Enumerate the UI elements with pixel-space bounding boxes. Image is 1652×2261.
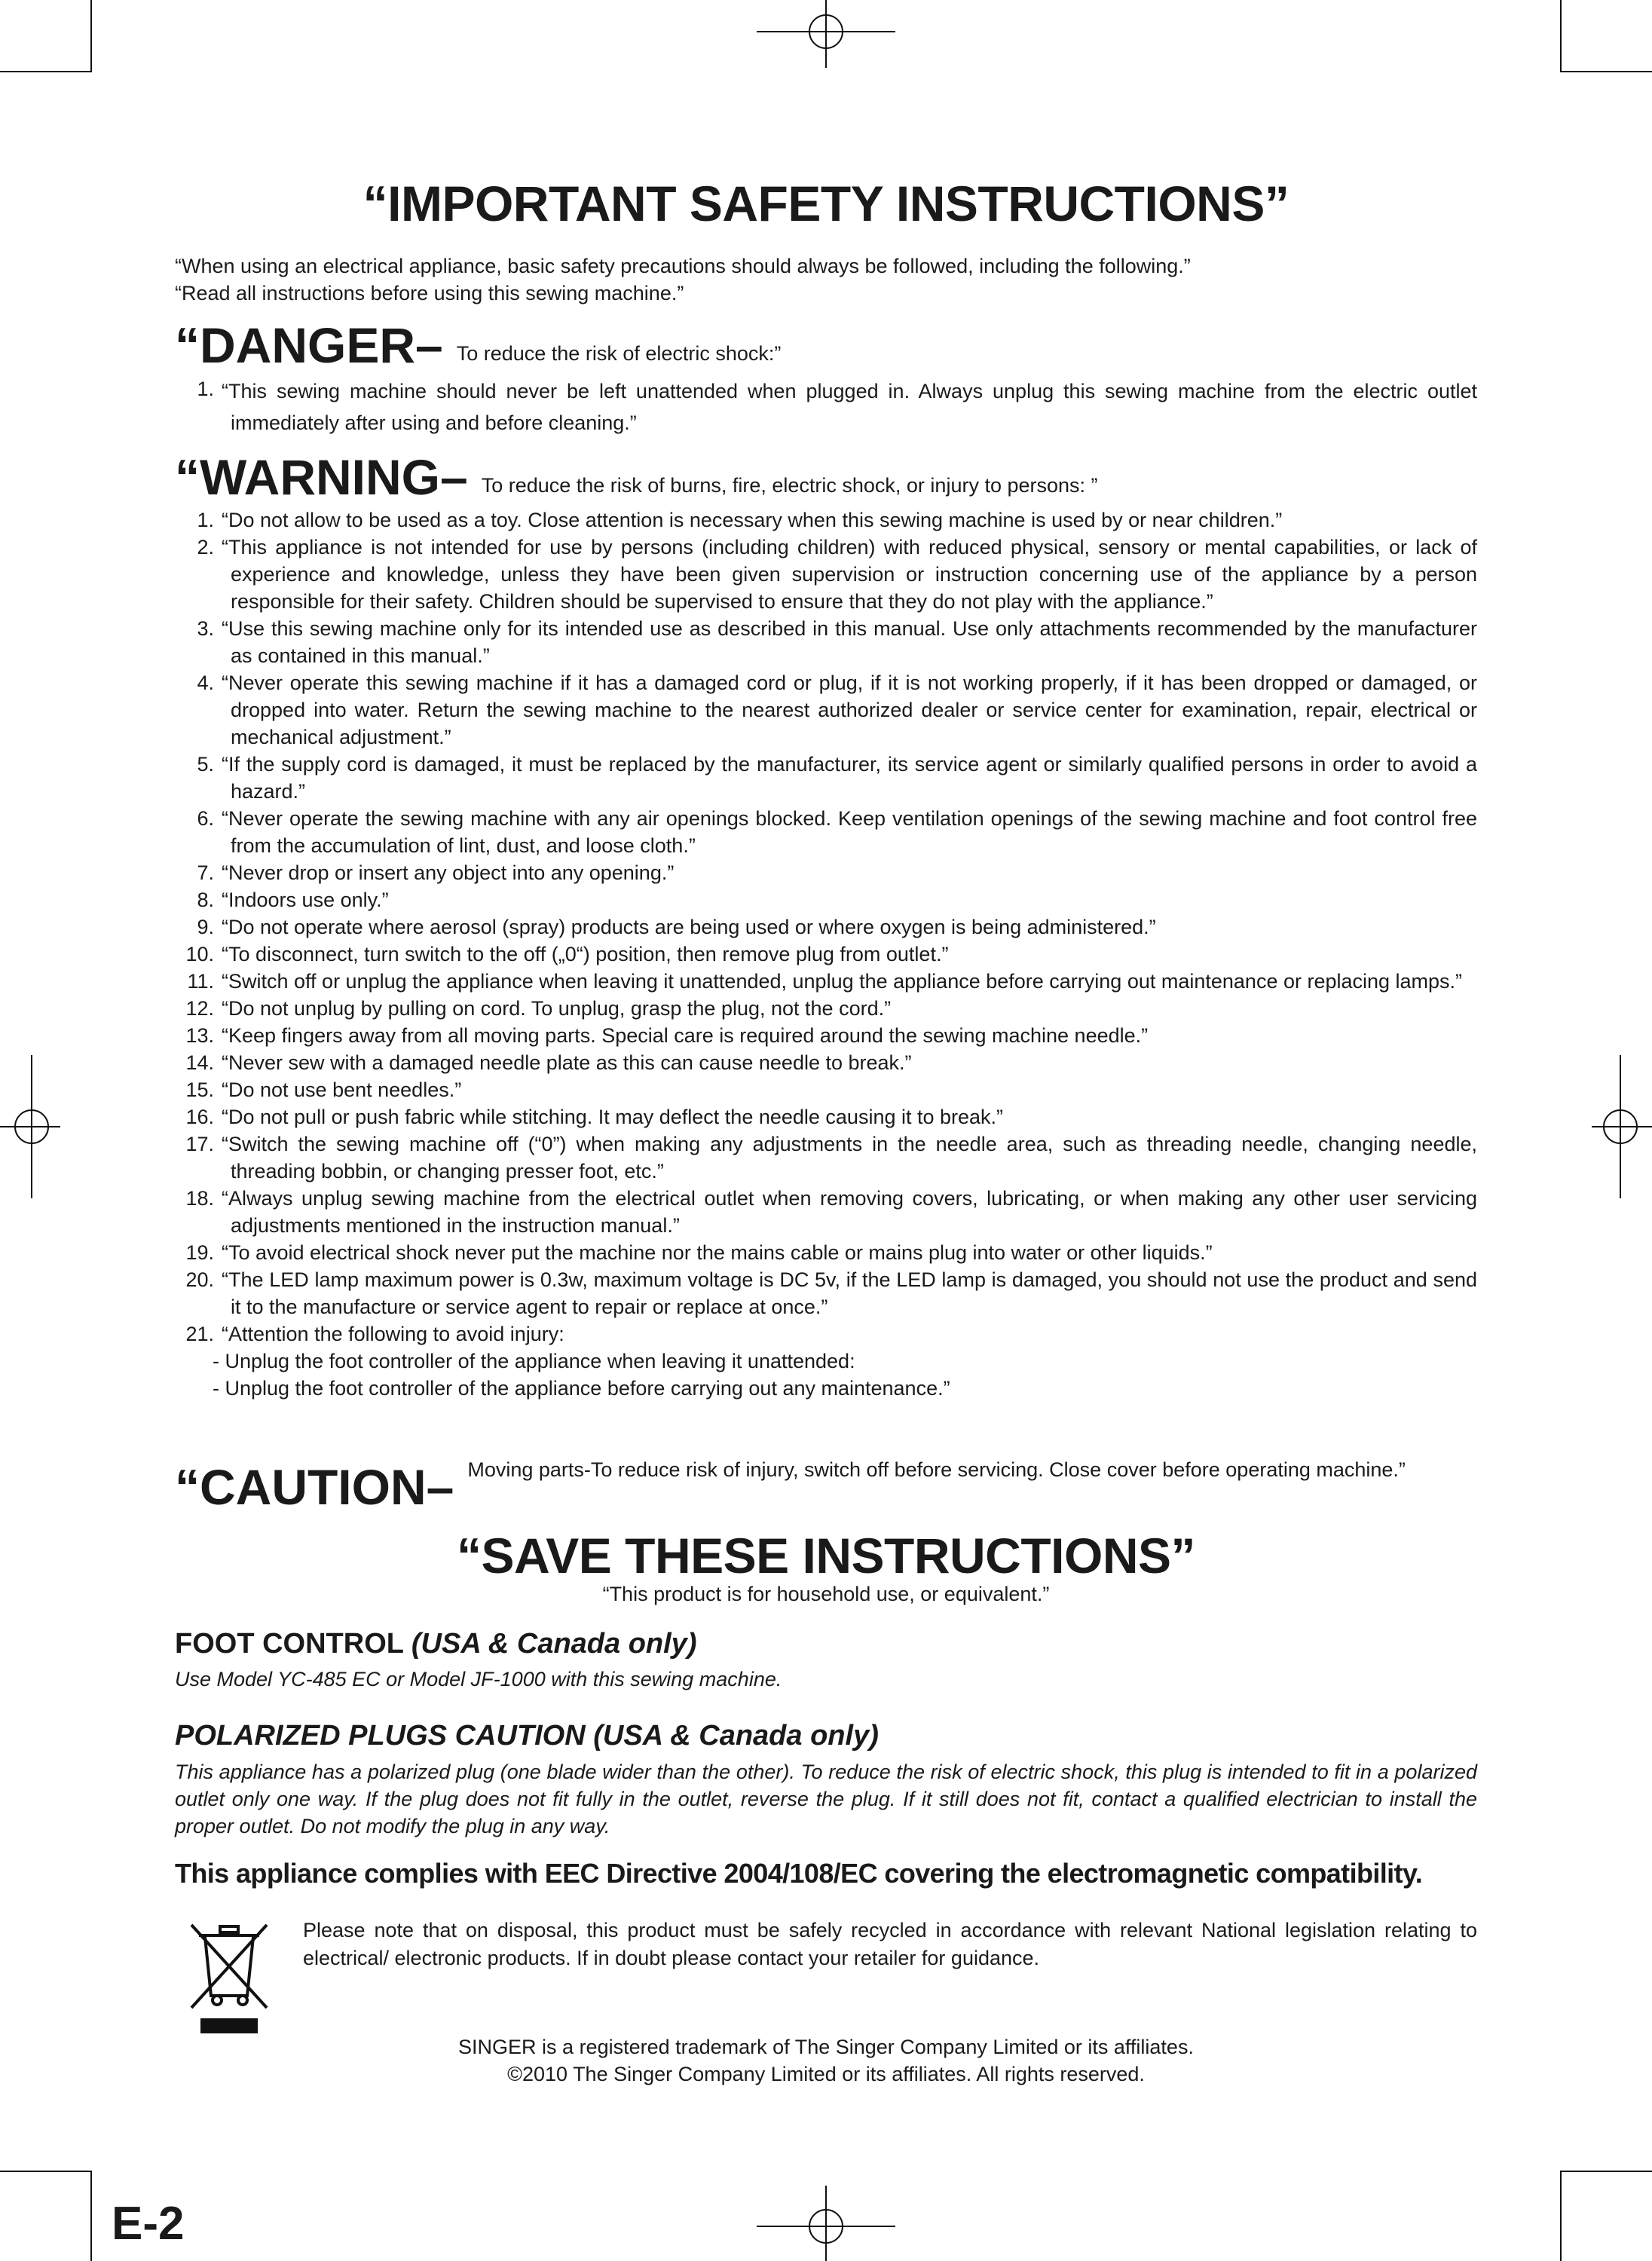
danger-heading xyxy=(175,317,782,373)
intro-line: “When using an electrical appliance, basic safety precautions should always be followed, including the following.” xyxy=(175,255,1191,277)
danger-word: “DANGER– xyxy=(175,317,443,373)
item-text: “This sewing machine should never be left unattended when plugged in. Always unplug this sewing machine from the electric outlet immediately after using and before cleaning.” xyxy=(222,380,1477,434)
item-text: “Always unplug sewing machine from the electrical outlet when removing covers, lubricating, or when making any other user servicing adjustments mentioned in the instruction manual.” xyxy=(222,1187,1477,1237)
disposal-text: Please note that on disposal, this product must be safely recycled in accordance with relevant National legislation relating to electrical/ electronic products. If in doubt please contact your retailer for guidance. xyxy=(303,1919,1477,1969)
list-item xyxy=(175,995,1477,1022)
page-number: E-2 xyxy=(112,2198,185,2250)
item-number: 7. xyxy=(197,861,214,884)
item-number: 16. xyxy=(185,1106,214,1128)
sub-item: - Unplug the foot controller of the appliance before carrying out any maintenance.” xyxy=(213,1377,950,1400)
warning-list xyxy=(175,506,1477,1402)
item-number: 18. xyxy=(185,1187,214,1210)
item-number: 15. xyxy=(185,1078,214,1101)
item-text: “Do not operate where aerosol (spray) products are being used or where oxygen is being administered.” xyxy=(222,916,1156,938)
item-text: “Indoors use only.” xyxy=(222,889,389,911)
list-item xyxy=(175,1130,1477,1185)
list-item xyxy=(175,506,1477,534)
item-text: “Do not use bent needles.” xyxy=(222,1078,462,1101)
item-number: 20. xyxy=(185,1268,214,1291)
item-text: “Attention the following to avoid injury: xyxy=(222,1323,564,1345)
copyright-line: ©2010 The Singer Company Limited or its affiliates. All rights reserved. xyxy=(507,2063,1145,2085)
item-number: 13. xyxy=(185,1024,214,1047)
item-number: 21. xyxy=(185,1323,214,1345)
item-text: “Never operate this sewing machine if it has a damaged cord or plug, if it is not working properly, if it has been dropped or damaged, or dropped into water. Return the sewing machine to the nearest authorized dealer or service center for examination, repair, electrical or mechanical adjustment.” xyxy=(222,672,1477,748)
footer xyxy=(0,2033,1652,2088)
list-item xyxy=(175,1103,1477,1130)
page-title: “IMPORTANT SAFETY INSTRUCTIONS” xyxy=(363,176,1289,231)
list-item xyxy=(175,859,1477,886)
item-number: 14. xyxy=(185,1051,214,1074)
item-text: “If the supply cord is damaged, it must be replaced by the manufacturer, its service agent or similarly qualified persons in order to avoid a hazard.” xyxy=(222,753,1477,803)
item-text: “Do not pull or push fabric while stitching. It may deflect the needle causing it to break.” xyxy=(222,1106,1004,1128)
caution-word: “CAUTION– xyxy=(175,1459,454,1515)
list-item xyxy=(175,751,1477,805)
item-number: 3. xyxy=(197,617,214,640)
danger-desc: To reduce the risk of electric shock:” xyxy=(456,342,782,365)
item-number: 1. xyxy=(197,509,214,531)
item-number: 8. xyxy=(197,889,214,911)
save-title: “SAVE THESE INSTRUCTIONS” xyxy=(456,1528,1196,1583)
item-text: “Do not unplug by pulling on cord. To unplug, grasp the plug, not the cord.” xyxy=(222,997,892,1020)
item-text: “Do not allow to be used as a toy. Close attention is necessary when this sewing machine is used by or near children.” xyxy=(222,509,1283,531)
danger-list xyxy=(175,375,1477,439)
item-text: “Switch off or unplug the appliance when leaving it unattended, unplug the appliance before carrying out maintenance or replacing lamps.” xyxy=(222,970,1463,993)
warning-word: “WARNING– xyxy=(175,449,468,505)
list-item xyxy=(175,805,1477,859)
eec-compliance: This appliance complies with EEC Directive 2004/108/EC covering the electromagnetic compatibility. xyxy=(175,1858,1423,1889)
warning-heading xyxy=(175,449,1098,505)
list-item xyxy=(175,886,1477,913)
list-item xyxy=(175,1076,1477,1103)
caution-desc: Moving parts-To reduce risk of injury, switch off before servicing. Close cover before operating machine.” xyxy=(467,1458,1406,1481)
item-number: 1. xyxy=(197,378,214,400)
item-text: “Use this sewing machine only for its intended use as described in this manual. Use only attachments recommended by the manufacturer as contained in this manual.” xyxy=(222,617,1477,667)
foot-control-title: FOOT CONTROL xyxy=(175,1628,404,1660)
item-number: 9. xyxy=(197,916,214,938)
warning-desc: To reduce the risk of burns, fire, electric shock, or injury to persons: ” xyxy=(481,474,1098,497)
list-item xyxy=(175,1320,1477,1348)
weee-crossed-bin-icon xyxy=(187,1920,271,2038)
item-number: 2. xyxy=(197,536,214,558)
polarized-heading xyxy=(175,1720,879,1752)
item-text: “Keep fingers away from all moving parts. Special care is required around the sewing machine needle.” xyxy=(222,1024,1149,1047)
foot-control-text: Use Model YC-485 EC or Model JF-1000 with this sewing machine. xyxy=(175,1668,782,1690)
list-item xyxy=(175,913,1477,941)
item-number: 6. xyxy=(197,807,214,830)
list-item xyxy=(175,1239,1477,1266)
item-text: “To disconnect, turn switch to the off („0“) position, then remove plug from outlet.” xyxy=(222,943,949,965)
item-text: “Switch the sewing machine off (“0”) when making any adjustments in the needle area, such as threading needle, changing needle, threading bobbin, or changing presser foot, etc.” xyxy=(222,1133,1477,1183)
foot-control-region: (USA & Canada only) xyxy=(411,1628,697,1660)
list-item xyxy=(175,1022,1477,1049)
list-item xyxy=(175,534,1477,615)
list-item xyxy=(175,968,1477,995)
item-number: 4. xyxy=(197,672,214,694)
item-number: 17. xyxy=(185,1133,214,1155)
list-item xyxy=(175,615,1477,669)
polarized-title: POLARIZED PLUGS CAUTION (USA & Canada only) xyxy=(175,1720,879,1752)
save-subtitle: “This product is for household use, or equivalent.” xyxy=(602,1583,1050,1605)
item-number: 11. xyxy=(187,970,214,993)
list-item xyxy=(175,1266,1477,1320)
list-item xyxy=(175,1049,1477,1076)
item-number: 10. xyxy=(185,943,214,965)
item-text: “This appliance is not intended for use by persons (including children) with reduced physical, sensory or mental capabilities, or lack of experience and knowledge, unless they have been given supervision or instruction concerning use of the appliance by a person responsible for their safety. Children should be supervised to ensure that they do not play with the appliance.” xyxy=(222,536,1477,613)
item-text: “Never sew with a damaged needle plate as this can cause needle to break.” xyxy=(222,1051,912,1074)
item-text: “Never operate the sewing machine with any air openings blocked. Keep ventilation openings of the sewing machine and foot control free from the accumulation of lint, dust, and loose cloth.” xyxy=(222,807,1477,857)
list-item xyxy=(175,941,1477,968)
item-text: “The LED lamp maximum power is 0.3w, maximum voltage is DC 5v, if the LED lamp is damaged, you should not use the product and send it to the manufacture or service agent to repair or replace at once.” xyxy=(222,1268,1477,1318)
item-text: “To avoid electrical shock never put the machine nor the mains cable or mains plug into water or other liquids.” xyxy=(222,1241,1213,1264)
item-number: 19. xyxy=(185,1241,214,1264)
item-text: “Never drop or insert any object into any opening.” xyxy=(222,861,675,884)
foot-control-heading xyxy=(175,1628,696,1660)
item-number: 12. xyxy=(185,997,214,1020)
list-item xyxy=(175,1185,1477,1239)
registration-mark-left xyxy=(0,1055,60,1198)
registration-mark-top xyxy=(757,0,895,68)
intro-line: “Read all instructions before using this sewing machine.” xyxy=(175,282,684,304)
polarized-text: This appliance has a polarized plug (one blade wider than the other). To reduce the risk of electric shock, this plug is intended to fit in a polarized outlet only one way. If the plug does not fit fully in the outlet, reverse the plug. If it still does not fit, contact a qualified electrician to install the proper outlet. Do not modify the plug in any way. xyxy=(175,1761,1477,1837)
registration-mark-bottom xyxy=(757,2186,895,2261)
item-number: 5. xyxy=(197,753,214,776)
sub-item: - Unplug the foot controller of the appliance when leaving it unattended: xyxy=(213,1350,855,1372)
list-item xyxy=(175,375,1477,439)
list-item xyxy=(175,669,1477,751)
registration-mark-right xyxy=(1592,1055,1652,1198)
trademark-line: SINGER is a registered trademark of The Singer Company Limited or its affiliates. xyxy=(458,2036,1194,2058)
intro xyxy=(175,252,1191,307)
caution-block xyxy=(175,1456,1477,1515)
